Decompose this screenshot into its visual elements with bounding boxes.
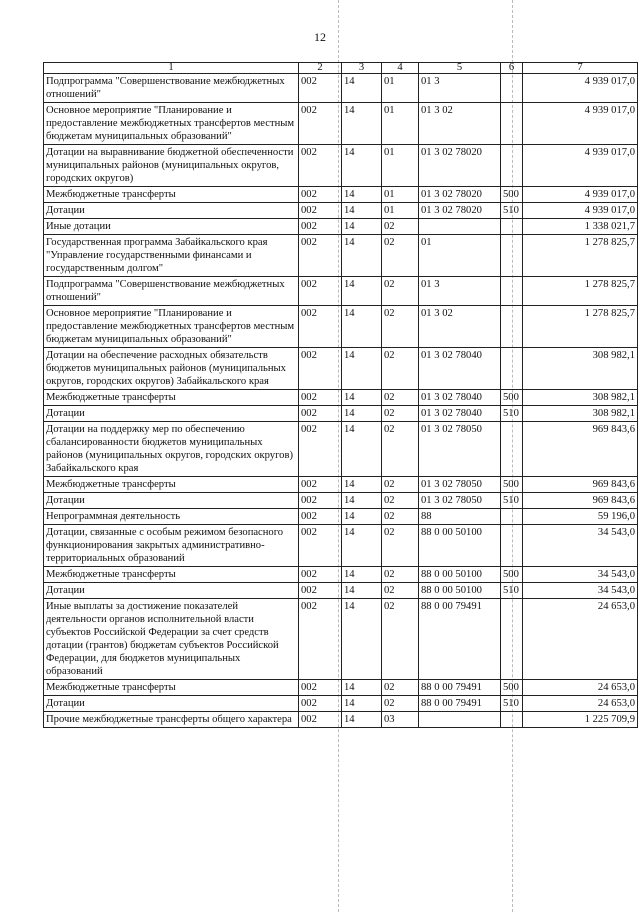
table-row xyxy=(44,525,638,567)
target-article-cell xyxy=(419,712,501,728)
subsection-code-cell: 01 xyxy=(382,74,419,103)
expense-type-cell: 500 xyxy=(501,680,523,696)
subsection-code-cell: 02 xyxy=(382,696,419,712)
ministry-code-cell: 002 xyxy=(299,277,342,306)
amount-cell: 59 196,0 xyxy=(523,509,638,525)
subsection-code-cell: 02 xyxy=(382,348,419,390)
section-code-cell: 14 xyxy=(342,599,382,680)
expense-type-cell xyxy=(501,306,523,348)
ministry-code-cell: 002 xyxy=(299,567,342,583)
subsection-code-cell: 02 xyxy=(382,567,419,583)
ministry-code-cell: 002 xyxy=(299,390,342,406)
ministry-code-cell: 002 xyxy=(299,477,342,493)
table-row xyxy=(44,567,638,583)
ministry-code-cell: 002 xyxy=(299,219,342,235)
table-row xyxy=(44,422,638,477)
table-row xyxy=(44,680,638,696)
target-article-cell: 88 0 00 50100 xyxy=(419,567,501,583)
target-article-cell: 01 3 02 78050 xyxy=(419,493,501,509)
section-code-cell: 14 xyxy=(342,712,382,728)
amount-cell: 4 939 017,0 xyxy=(523,103,638,145)
ministry-code-cell: 002 xyxy=(299,712,342,728)
row-name-cell: Дотации xyxy=(44,696,299,712)
subsection-code-cell: 01 xyxy=(382,103,419,145)
row-name-cell: Дотации xyxy=(44,493,299,509)
expense-type-cell xyxy=(501,103,523,145)
section-code-cell: 14 xyxy=(342,680,382,696)
column-header: 3 xyxy=(342,63,382,74)
amount-cell: 969 843,6 xyxy=(523,422,638,477)
amount-cell: 24 653,0 xyxy=(523,680,638,696)
section-code-cell: 14 xyxy=(342,348,382,390)
subsection-code-cell: 03 xyxy=(382,712,419,728)
table-row xyxy=(44,583,638,599)
ministry-code-cell: 002 xyxy=(299,235,342,277)
section-code-cell: 14 xyxy=(342,477,382,493)
expense-type-cell: 510 xyxy=(501,406,523,422)
row-name-cell: Государственная программа Забайкальского края "Управление государственными финансами и государственным долгом" xyxy=(44,235,299,277)
expense-type-cell xyxy=(501,509,523,525)
table-row xyxy=(44,390,638,406)
expense-type-cell xyxy=(501,74,523,103)
ministry-code-cell: 002 xyxy=(299,525,342,567)
subsection-code-cell: 02 xyxy=(382,493,419,509)
amount-cell: 34 543,0 xyxy=(523,583,638,599)
ministry-code-cell: 002 xyxy=(299,74,342,103)
section-code-cell: 14 xyxy=(342,583,382,599)
expense-type-cell xyxy=(501,712,523,728)
target-article-cell: 88 0 00 79491 xyxy=(419,599,501,680)
target-article-cell: 01 3 xyxy=(419,74,501,103)
table-row xyxy=(44,599,638,680)
column-header: 5 xyxy=(419,63,501,74)
amount-cell: 308 982,1 xyxy=(523,406,638,422)
row-name-cell: Дотации, связанные с особым режимом безопасного функционирования закрытых административно-территориальных образований xyxy=(44,525,299,567)
target-article-cell: 01 3 02 78040 xyxy=(419,406,501,422)
table-row xyxy=(44,696,638,712)
row-name-cell: Дотации xyxy=(44,203,299,219)
table-row xyxy=(44,712,638,728)
expense-type-cell: 500 xyxy=(501,390,523,406)
target-article-cell: 88 xyxy=(419,509,501,525)
table-row xyxy=(44,203,638,219)
row-name-cell: Прочие межбюджетные трансферты общего характера xyxy=(44,712,299,728)
amount-cell: 969 843,6 xyxy=(523,477,638,493)
target-article-cell: 01 3 02 78020 xyxy=(419,187,501,203)
row-name-cell: Межбюджетные трансферты xyxy=(44,187,299,203)
amount-cell: 4 939 017,0 xyxy=(523,74,638,103)
column-header: 2 xyxy=(299,63,342,74)
section-code-cell: 14 xyxy=(342,390,382,406)
subsection-code-cell: 02 xyxy=(382,509,419,525)
table-row xyxy=(44,406,638,422)
subsection-code-cell: 02 xyxy=(382,525,419,567)
row-name-cell: Дотации xyxy=(44,583,299,599)
target-article-cell: 01 3 02 xyxy=(419,306,501,348)
target-article-cell: 01 3 02 78020 xyxy=(419,145,501,187)
row-name-cell: Межбюджетные трансферты xyxy=(44,567,299,583)
budget-table xyxy=(43,62,638,728)
expense-type-cell: 500 xyxy=(501,567,523,583)
expense-type-cell: 500 xyxy=(501,477,523,493)
section-code-cell: 14 xyxy=(342,696,382,712)
subsection-code-cell: 01 xyxy=(382,145,419,187)
section-code-cell: 14 xyxy=(342,525,382,567)
amount-cell: 4 939 017,0 xyxy=(523,145,638,187)
target-article-cell: 88 0 00 79491 xyxy=(419,680,501,696)
subsection-code-cell: 02 xyxy=(382,599,419,680)
target-article-cell: 01 3 xyxy=(419,277,501,306)
section-code-cell: 14 xyxy=(342,74,382,103)
expense-type-cell: 510 xyxy=(501,203,523,219)
ministry-code-cell: 002 xyxy=(299,187,342,203)
row-name-cell: Подпрограмма "Совершенствование межбюджетных отношений" xyxy=(44,277,299,306)
expense-type-cell xyxy=(501,599,523,680)
expense-type-cell: 500 xyxy=(501,187,523,203)
target-article-cell: 01 3 02 78050 xyxy=(419,477,501,493)
target-article-cell xyxy=(419,219,501,235)
section-code-cell: 14 xyxy=(342,422,382,477)
ministry-code-cell: 002 xyxy=(299,306,342,348)
row-name-cell: Иные выплаты за достижение показателей деятельности органов исполнительной власти субъектов Российской Федерации за счет средств дотации (грантов) бюджетам субъектов Российской Федерации, для бюджетов муниципальных образований xyxy=(44,599,299,680)
section-code-cell: 14 xyxy=(342,406,382,422)
column-header: 1 xyxy=(44,63,299,74)
amount-cell: 1 278 825,7 xyxy=(523,306,638,348)
target-article-cell: 01 3 02 78020 xyxy=(419,203,501,219)
row-name-cell: Основное мероприятие "Планирование и предоставление межбюджетных трансфертов местным бюджетам муниципальных образований" xyxy=(44,306,299,348)
amount-cell: 1 225 709,9 xyxy=(523,712,638,728)
expense-type-cell xyxy=(501,235,523,277)
ministry-code-cell: 002 xyxy=(299,509,342,525)
target-article-cell: 01 3 02 78050 xyxy=(419,422,501,477)
section-code-cell: 14 xyxy=(342,235,382,277)
row-name-cell: Межбюджетные трансферты xyxy=(44,390,299,406)
table-row xyxy=(44,103,638,145)
amount-cell: 308 982,1 xyxy=(523,390,638,406)
target-article-cell: 01 3 02 78040 xyxy=(419,390,501,406)
row-name-cell: Межбюджетные трансферты xyxy=(44,477,299,493)
subsection-code-cell: 01 xyxy=(382,203,419,219)
row-name-cell: Подпрограмма "Совершенствование межбюджетных отношений" xyxy=(44,74,299,103)
amount-cell: 1 338 021,7 xyxy=(523,219,638,235)
ministry-code-cell: 002 xyxy=(299,145,342,187)
expense-type-cell xyxy=(501,525,523,567)
table-row xyxy=(44,277,638,306)
row-name-cell: Иные дотации xyxy=(44,219,299,235)
expense-type-cell: 510 xyxy=(501,493,523,509)
amount-cell: 969 843,6 xyxy=(523,493,638,509)
target-article-cell: 01 3 02 78040 xyxy=(419,348,501,390)
row-name-cell: Дотации на выравнивание бюджетной обеспеченности муниципальных районов (муниципальных округов, городских округов) xyxy=(44,145,299,187)
section-code-cell: 14 xyxy=(342,145,382,187)
target-article-cell: 88 0 00 79491 xyxy=(419,696,501,712)
subsection-code-cell: 02 xyxy=(382,406,419,422)
table-row xyxy=(44,509,638,525)
ministry-code-cell: 002 xyxy=(299,103,342,145)
section-code-cell: 14 xyxy=(342,103,382,145)
section-code-cell: 14 xyxy=(342,509,382,525)
amount-cell: 4 939 017,0 xyxy=(523,187,638,203)
expense-type-cell xyxy=(501,422,523,477)
section-code-cell: 14 xyxy=(342,187,382,203)
section-code-cell: 14 xyxy=(342,306,382,348)
amount-cell: 4 939 017,0 xyxy=(523,203,638,219)
amount-cell: 34 543,0 xyxy=(523,567,638,583)
subsection-code-cell: 02 xyxy=(382,680,419,696)
amount-cell: 1 278 825,7 xyxy=(523,235,638,277)
table-row xyxy=(44,493,638,509)
row-name-cell: Дотации на обеспечение расходных обязательств бюджетов муниципальных районов (муниципальных округов, городских округов) Забайкальского края xyxy=(44,348,299,390)
table-row xyxy=(44,306,638,348)
subsection-code-cell: 02 xyxy=(382,306,419,348)
amount-cell: 34 543,0 xyxy=(523,525,638,567)
amount-cell: 1 278 825,7 xyxy=(523,277,638,306)
table-row xyxy=(44,235,638,277)
subsection-code-cell: 02 xyxy=(382,219,419,235)
table-row xyxy=(44,219,638,235)
target-article-cell: 01 xyxy=(419,235,501,277)
column-header: 4 xyxy=(382,63,419,74)
column-header: 6 xyxy=(501,63,523,74)
row-name-cell: Основное мероприятие "Планирование и предоставление межбюджетных трансфертов местным бюджетам муниципальных образований" xyxy=(44,103,299,145)
subsection-code-cell: 02 xyxy=(382,235,419,277)
table-row xyxy=(44,187,638,203)
expense-type-cell xyxy=(501,219,523,235)
section-code-cell: 14 xyxy=(342,203,382,219)
table-row xyxy=(44,477,638,493)
ministry-code-cell: 002 xyxy=(299,696,342,712)
amount-cell: 24 653,0 xyxy=(523,599,638,680)
ministry-code-cell: 002 xyxy=(299,680,342,696)
subsection-code-cell: 02 xyxy=(382,583,419,599)
page-number: 12 xyxy=(314,30,326,44)
expense-type-cell xyxy=(501,145,523,187)
ministry-code-cell: 002 xyxy=(299,406,342,422)
subsection-code-cell: 01 xyxy=(382,187,419,203)
ministry-code-cell: 002 xyxy=(299,203,342,219)
section-code-cell: 14 xyxy=(342,219,382,235)
table-row xyxy=(44,348,638,390)
row-name-cell: Дотации на поддержку мер по обеспечению сбалансированности бюджетов муниципальных районов (муниципальных округов, городских округов) Забайкальского края xyxy=(44,422,299,477)
target-article-cell: 88 0 00 50100 xyxy=(419,525,501,567)
row-name-cell: Непрограммная деятельность xyxy=(44,509,299,525)
expense-type-cell xyxy=(501,348,523,390)
ministry-code-cell: 002 xyxy=(299,493,342,509)
subsection-code-cell: 02 xyxy=(382,422,419,477)
target-article-cell: 88 0 00 50100 xyxy=(419,583,501,599)
expense-type-cell: 510 xyxy=(501,583,523,599)
column-number-header xyxy=(44,63,638,74)
subsection-code-cell: 02 xyxy=(382,390,419,406)
expense-type-cell xyxy=(501,277,523,306)
ministry-code-cell: 002 xyxy=(299,599,342,680)
target-article-cell: 01 3 02 xyxy=(419,103,501,145)
table-row xyxy=(44,145,638,187)
amount-cell: 24 653,0 xyxy=(523,696,638,712)
ministry-code-cell: 002 xyxy=(299,348,342,390)
section-code-cell: 14 xyxy=(342,493,382,509)
subsection-code-cell: 02 xyxy=(382,477,419,493)
section-code-cell: 14 xyxy=(342,567,382,583)
expense-type-cell: 510 xyxy=(501,696,523,712)
column-header: 7 xyxy=(523,63,638,74)
ministry-code-cell: 002 xyxy=(299,583,342,599)
ministry-code-cell: 002 xyxy=(299,422,342,477)
section-code-cell: 14 xyxy=(342,277,382,306)
row-name-cell: Межбюджетные трансферты xyxy=(44,680,299,696)
table-row xyxy=(44,74,638,103)
row-name-cell: Дотации xyxy=(44,406,299,422)
amount-cell: 308 982,1 xyxy=(523,348,638,390)
subsection-code-cell: 02 xyxy=(382,277,419,306)
